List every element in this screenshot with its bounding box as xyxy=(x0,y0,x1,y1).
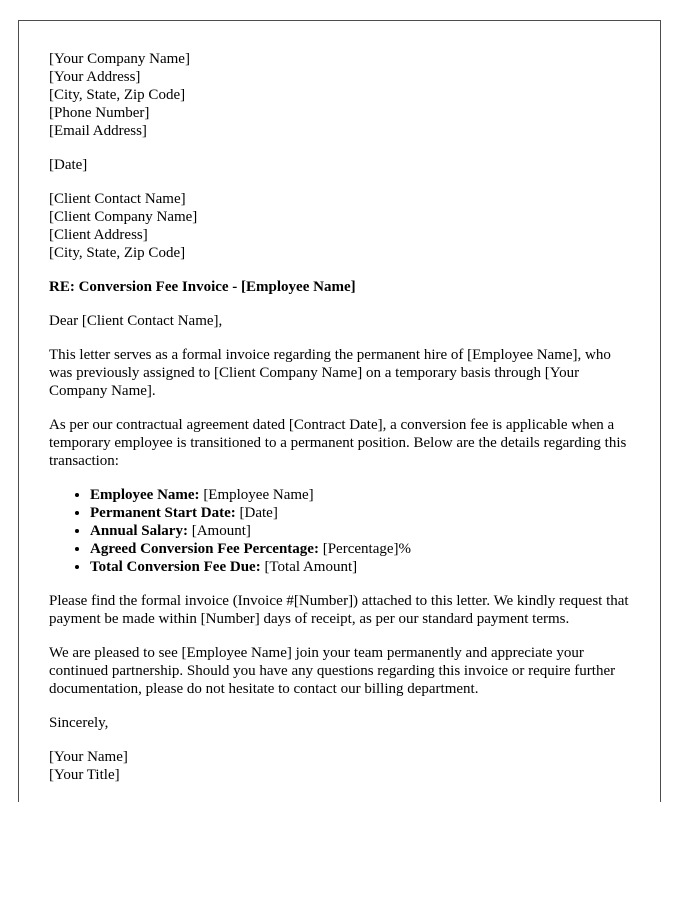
detail-label: Agreed Conversion Fee Percentage: xyxy=(90,541,319,557)
agreement-paragraph: As per our contractual agreement dated [Contract Date], a conversion fee is applicable when a temporary employee is transitioned to a permanent position. Below are the details regarding this transaction: xyxy=(49,417,627,469)
detail-label: Annual Salary: xyxy=(90,523,188,539)
invoice-paragraph: Please find the formal invoice (Invoice #[Number]) attached to this letter. We kindly request that payment be made within [Number] days of receipt, as per our standard payment terms. xyxy=(49,593,629,627)
subject-line: RE: Conversion Fee Invoice - [Employee Name] xyxy=(49,279,356,295)
recipient-address-block xyxy=(49,190,629,262)
sender-city-state-zip: [City, State, Zip Code] xyxy=(49,87,186,103)
list-item xyxy=(90,540,629,558)
detail-label: Employee Name: xyxy=(90,487,200,503)
sender-email: [Email Address] xyxy=(49,123,147,139)
list-item xyxy=(90,558,629,576)
list-item xyxy=(90,522,629,540)
signer-title: [Your Title] xyxy=(49,767,120,783)
letter-page xyxy=(18,20,661,802)
sender-company-name: [Your Company Name] xyxy=(49,51,190,67)
recipient-contact-name: [Client Contact Name] xyxy=(49,191,186,207)
detail-value: [Employee Name] xyxy=(199,487,314,503)
sender-address: [Your Address] xyxy=(49,69,141,85)
letter-content xyxy=(49,50,629,800)
detail-value: [Amount] xyxy=(187,523,251,539)
detail-value: [Date] xyxy=(235,505,278,521)
list-item xyxy=(90,486,629,504)
sender-phone: [Phone Number] xyxy=(49,105,150,121)
recipient-address: [Client Address] xyxy=(49,227,148,243)
signature-block xyxy=(49,748,629,784)
sender-address-block xyxy=(49,50,629,140)
signer-name: [Your Name] xyxy=(49,749,128,765)
closing-paragraph: We are pleased to see [Employee Name] join your team permanently and appreciate your continued partnership. Should you have any questions regarding this invoice or require further documentation, please do not hesitate to contact our billing department. xyxy=(49,645,616,697)
date-block xyxy=(49,156,629,174)
detail-label: Permanent Start Date: xyxy=(90,505,236,521)
list-item xyxy=(90,504,629,522)
recipient-company-name: [Client Company Name] xyxy=(49,209,198,225)
letter-date: [Date] xyxy=(49,157,88,173)
closing-word: Sincerely, xyxy=(49,715,109,731)
salutation: Dear [Client Contact Name], xyxy=(49,313,223,329)
recipient-city-state-zip: [City, State, Zip Code] xyxy=(49,245,186,261)
detail-value: [Percentage]% xyxy=(318,541,411,557)
detail-value: [Total Amount] xyxy=(260,559,358,575)
detail-label: Total Conversion Fee Due: xyxy=(90,559,261,575)
intro-paragraph: This letter serves as a formal invoice regarding the permanent hire of [Employee Name], who was previously assigned to [Client Company Name] on a temporary basis through [Your Company Name]. xyxy=(49,347,611,399)
fee-details-list xyxy=(49,486,629,576)
